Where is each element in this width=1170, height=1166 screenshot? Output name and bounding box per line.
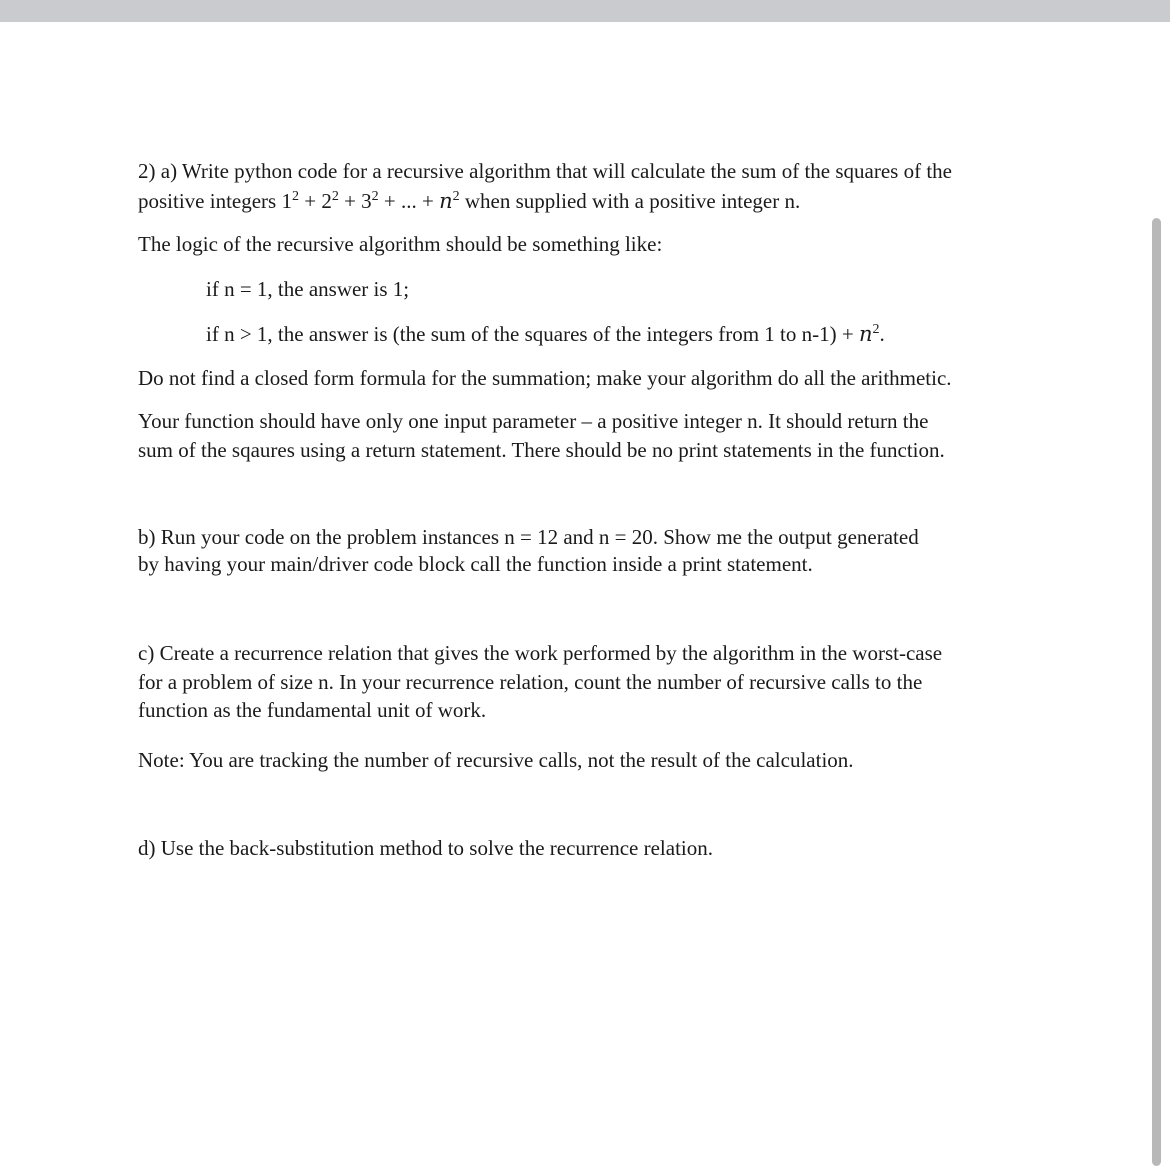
plus-term-2: + 2	[298, 189, 332, 213]
param-line-1: Your function should have only one input parameter – a positive integer n. It should return the	[138, 409, 929, 433]
part-c-note: Note: You are tracking the number of recursive calls, not the result of the calculation.	[138, 748, 854, 772]
n-variable: n	[858, 322, 873, 346]
part-c-line-2: for a problem of size n. In your recurrence relation, count the number of recursive calls to the	[138, 670, 923, 694]
part-a-line-2-prefix: positive integers 1	[138, 189, 292, 213]
logic-case-2	[206, 320, 885, 348]
closed-form-note: Do not find a closed form formula for the summation; make your algorithm do all the arithmetic.	[138, 366, 952, 390]
logic-intro: The logic of the recursive algorithm should be something like:	[138, 232, 663, 256]
param-line-2: sum of the sqaures using a return statement. There should be no print statements in the function.	[138, 438, 945, 462]
part-a-line-2	[138, 187, 800, 215]
logic-case-2-suffix: .	[879, 322, 885, 346]
part-c-line-1: c) Create a recurrence relation that gives the work performed by the algorithm in the worst-case	[138, 641, 943, 665]
part-d: d) Use the back-substitution method to solve the recurrence relation.	[138, 836, 713, 860]
exponent: 2	[291, 189, 299, 204]
scrollbar-thumb[interactable]	[1152, 218, 1161, 1166]
part-a-line-1: 2) a) Write python code for a recursive algorithm that will calculate the sum of the squares of the	[138, 159, 952, 183]
part-b-line-2: by having your main/driver code block call the function inside a print statement.	[138, 552, 813, 576]
logic-case-2-prefix: if n > 1, the answer is (the sum of the squares of the integers from 1 to n-1) +	[206, 322, 859, 346]
part-a-line-2-suffix: when supplied with a positive integer n.	[459, 189, 801, 213]
exponent: 2	[331, 189, 339, 204]
n-variable: n	[439, 189, 453, 213]
logic-case-1: if n = 1, the answer is 1;	[206, 277, 410, 301]
part-c-line-3: function as the fundamental unit of work.	[138, 698, 487, 722]
ellipsis: + ... +	[378, 189, 440, 213]
part-b-line-1: b) Run your code on the problem instances n = 12 and n = 20. Show me the output generated	[138, 525, 919, 549]
plus-term-3: + 3	[338, 189, 372, 213]
exponent: 2	[452, 189, 460, 204]
exponent: 2	[371, 189, 379, 204]
exponent: 2	[872, 322, 880, 337]
